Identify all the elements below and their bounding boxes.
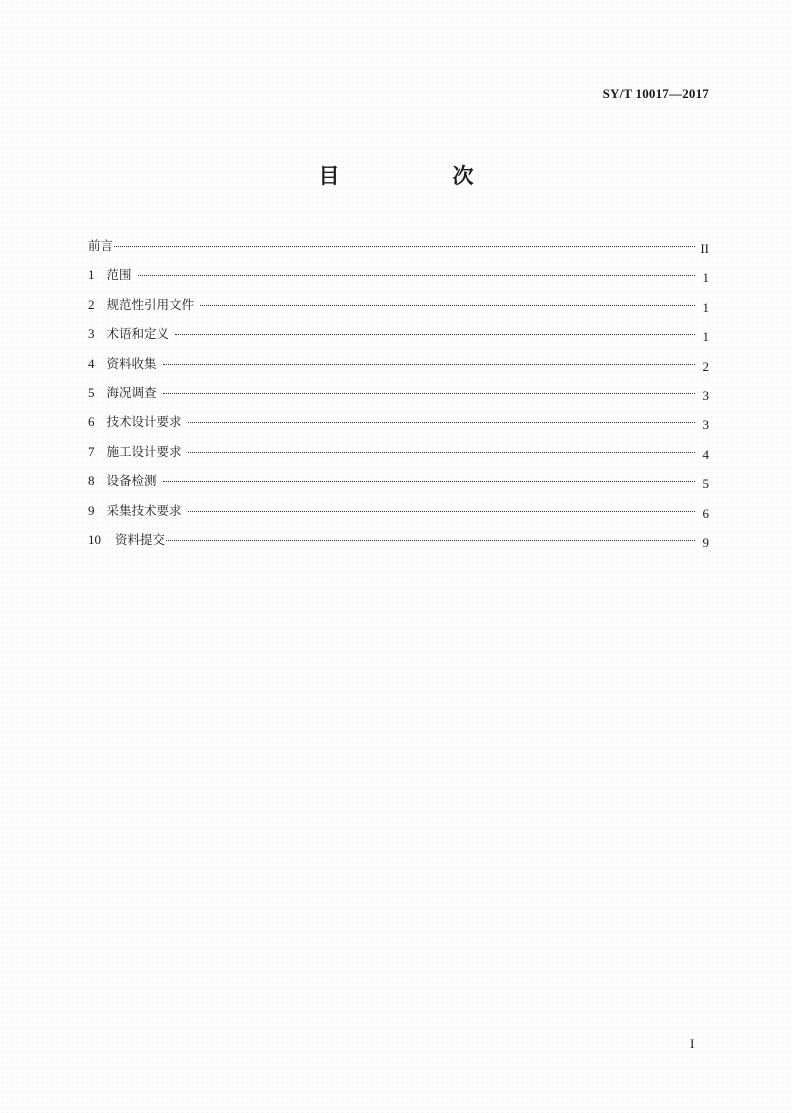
toc-entry-10[interactable] <box>88 530 709 559</box>
toc-entry-label: 施工设计要求 <box>106 443 182 459</box>
toc-entry-label: 设备检测 <box>106 473 157 489</box>
toc-entry-number: 4 <box>88 355 95 371</box>
toc-entry-label: 海况调查 <box>106 384 157 400</box>
standard-number: SY/T 10017—2017 <box>602 86 709 101</box>
toc-entry-label: 资料收集 <box>106 355 157 371</box>
toc-leader-dots <box>163 481 695 482</box>
toc-leader-dots <box>166 540 695 541</box>
toc-entry-number: 10 <box>88 531 101 547</box>
toc-entry-page: 2 <box>702 358 709 374</box>
toc-entry-number: 7 <box>88 443 95 459</box>
toc-leader-dots <box>188 422 695 423</box>
toc-entry-9[interactable] <box>88 501 709 530</box>
toc-entry-page: 1 <box>702 299 709 315</box>
page-number: I <box>690 1036 695 1051</box>
toc-entry-number: 1 <box>88 267 95 283</box>
toc-entry-page: 5 <box>702 476 709 492</box>
toc-entry-label: 资料提交 <box>115 531 166 547</box>
toc-leader-dots <box>163 364 695 365</box>
toc-entry-5[interactable] <box>88 383 709 412</box>
toc-entry-page: 3 <box>702 387 709 403</box>
toc-entry-page: 1 <box>702 270 709 286</box>
toc-entry-number: 8 <box>88 473 95 489</box>
toc-entry-page: 3 <box>702 417 709 433</box>
page-title: 目 次 <box>318 164 520 188</box>
toc-leader-dots <box>114 246 695 247</box>
toc-entry-4[interactable] <box>88 354 709 383</box>
toc-leader-dots <box>188 452 695 453</box>
toc-entry-1[interactable] <box>88 265 709 294</box>
toc-entry-label: 采集技术要求 <box>106 502 182 518</box>
toc-entry-number: 9 <box>88 502 95 518</box>
toc-entry-label: 术语和定义 <box>106 326 170 342</box>
toc-entry-number: 3 <box>88 326 95 342</box>
toc-entry-page: 9 <box>702 534 709 550</box>
toc-entry-number: 6 <box>88 414 95 430</box>
toc-entry-number: 2 <box>88 296 95 312</box>
toc-leader-dots <box>138 275 695 276</box>
toc-entry-page: II <box>700 241 709 256</box>
toc-entry-8[interactable] <box>88 471 709 500</box>
toc-entry-page: 1 <box>702 329 709 345</box>
toc-entry-6[interactable] <box>88 412 709 441</box>
toc-entry-label: 规范性引用文件 <box>106 296 195 312</box>
toc-leader-dots <box>175 334 695 335</box>
toc-leader-dots <box>200 305 695 306</box>
toc-entry-2[interactable] <box>88 295 709 324</box>
toc-leader-dots <box>188 511 695 512</box>
toc-entry-foreword[interactable] <box>88 236 709 265</box>
toc-entry-7[interactable] <box>88 442 709 471</box>
toc-entry-page: 6 <box>702 505 709 521</box>
toc-entry-page: 4 <box>702 446 709 462</box>
toc-entry-label: 技术设计要求 <box>106 414 182 430</box>
table-of-contents <box>88 236 709 559</box>
toc-entry-3[interactable] <box>88 324 709 353</box>
toc-entry-number: 5 <box>88 384 95 400</box>
toc-entry-label: 范围 <box>106 267 132 283</box>
toc-entry-label: 前言 <box>88 238 114 253</box>
toc-leader-dots <box>163 393 695 394</box>
